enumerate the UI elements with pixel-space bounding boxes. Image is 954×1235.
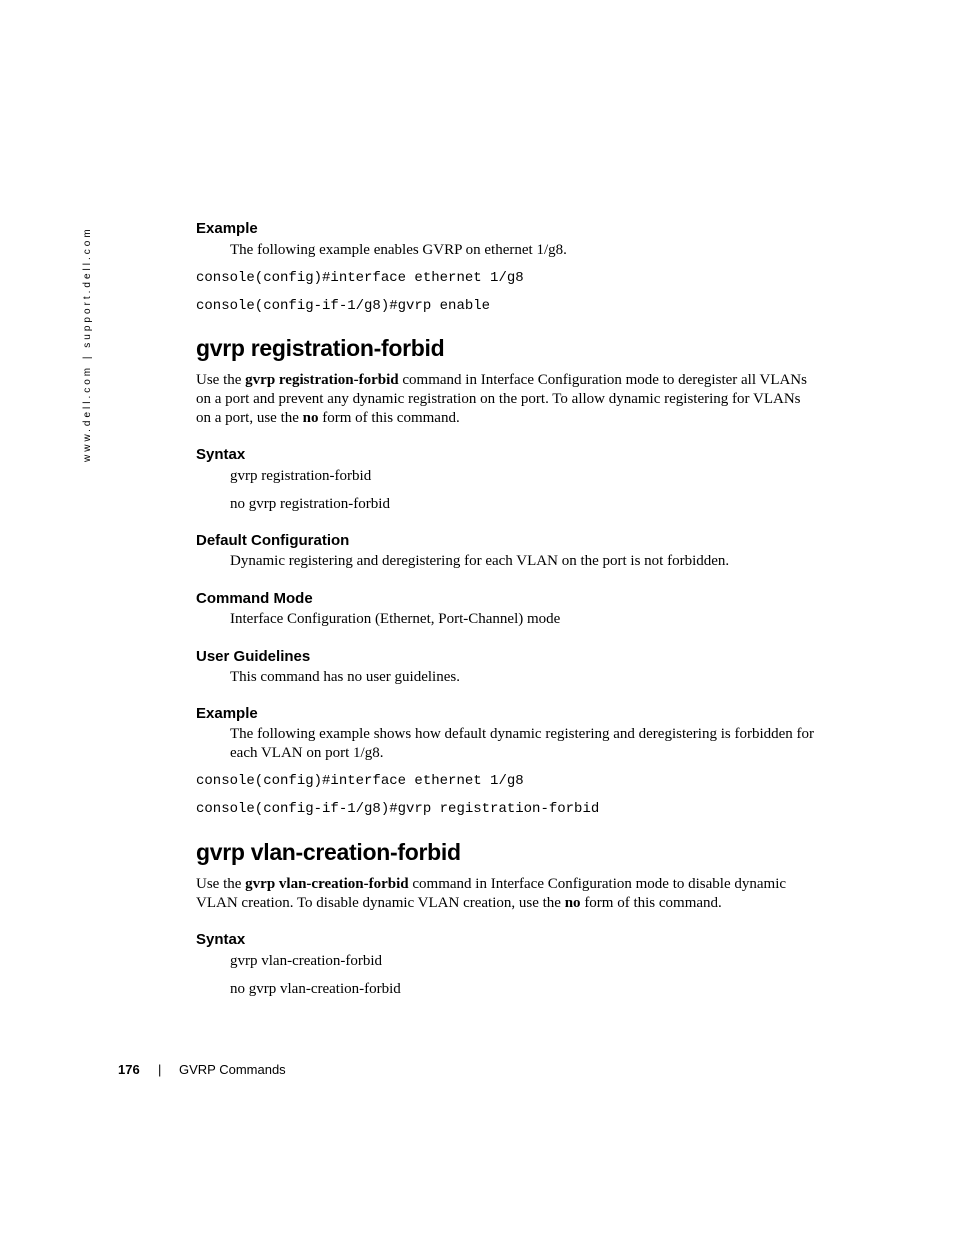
code-line: console(config-if-1/g8)#gvrp enable xyxy=(196,298,491,314)
code-line: console(config-if-1/g8)#gvrp registration-forbid xyxy=(196,801,600,817)
section-title-vlan-creation-forbid: gvrp vlan-creation-forbid xyxy=(196,839,461,865)
command-mode-heading: Command Mode xyxy=(196,590,313,607)
example-heading: Example xyxy=(196,705,258,722)
intro-paragraph: Use the gvrp vlan-creation-forbid command in Interface Configuration mode to disable dynamic VLAN creation. To disable dynamic VLAN creation, use the no form of this command. xyxy=(196,876,787,911)
intro-paragraph: Use the gvrp registration-forbid command in Interface Configuration mode to deregister all VLANs on a port and prevent any dynamic registration on the port. To allow dynamic registering for VLANs on a port, use the no form of this command. xyxy=(196,372,807,426)
section-title-registration-forbid: gvrp registration-forbid xyxy=(196,335,445,361)
syntax-line: gvrp registration-forbid xyxy=(230,468,372,484)
syntax-line: gvrp vlan-creation-forbid xyxy=(230,953,383,969)
example-text: The following example shows how default dynamic registering and deregistering is forbidden for each VLAN on port 1/g8. xyxy=(230,726,815,761)
side-url: www.dell.com | support.dell.com xyxy=(82,226,93,462)
user-guidelines-text: This command has no user guidelines. xyxy=(230,669,460,685)
syntax-line: no gvrp vlan-creation-forbid xyxy=(230,981,401,997)
example-heading: Example xyxy=(196,220,258,237)
syntax-heading: Syntax xyxy=(196,446,246,463)
user-guidelines-heading: User Guidelines xyxy=(196,648,311,665)
code-line: console(config)#interface ethernet 1/g8 xyxy=(196,270,524,286)
default-configuration-text: Dynamic registering and deregistering for each VLAN on the port is not forbidden. xyxy=(230,553,730,569)
default-configuration-heading: Default Configuration xyxy=(196,532,350,549)
code-line: console(config)#interface ethernet 1/g8 xyxy=(196,773,524,789)
footer-section-name: GVRP Commands xyxy=(179,1062,286,1077)
command-mode-text: Interface Configuration (Ethernet, Port-Channel) mode xyxy=(230,611,561,627)
example-text: The following example enables GVRP on ethernet 1/g8. xyxy=(230,242,567,258)
syntax-heading: Syntax xyxy=(196,931,246,948)
syntax-line: no gvrp registration-forbid xyxy=(230,496,390,512)
footer-separator: | xyxy=(158,1062,162,1077)
page-number: 176 xyxy=(118,1062,140,1077)
